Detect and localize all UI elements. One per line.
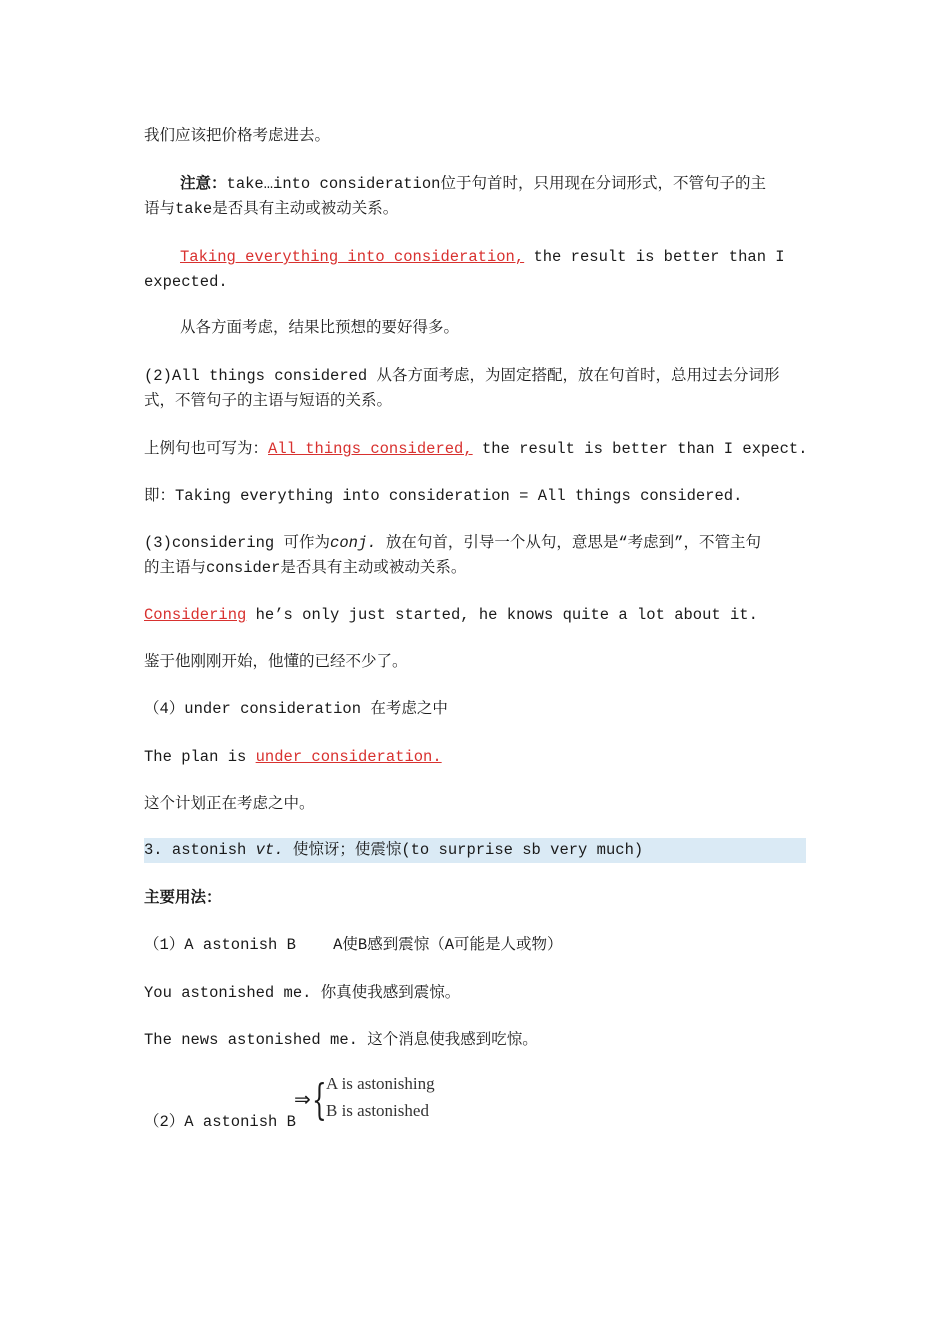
item-3-pos: conj. [330, 534, 377, 552]
formula-line-a: A is astonishing [326, 1074, 435, 1093]
example-4-prefix: The plan is [144, 748, 256, 766]
section-heading-astonish [144, 838, 806, 863]
example-2-rest: the result is better than I expect. [472, 440, 808, 458]
paragraph-price: 我们应该把价格考虑进去。 [144, 127, 331, 145]
heading-pre: 3. astonish [144, 841, 256, 859]
note-line-1 [180, 172, 808, 197]
example-3-rest: he’s only just started, he knows quite a lot about it. [246, 606, 758, 624]
heading-pos: vt. [255, 841, 284, 859]
example-2-phrase: All things considered, [268, 440, 473, 458]
usage-title: 主要用法： [144, 889, 222, 907]
item-3-pre: (3)considering 可作为 [144, 534, 331, 552]
example-3-phrase: Considering [144, 606, 247, 624]
example-2-prefix: 上例句也可写为： [144, 440, 269, 458]
formula-image [294, 1074, 454, 1130]
item-3-post: 放在句首，引导一个从句，意思是“考虑到”，不管主句 [376, 534, 761, 552]
example-3-translation: 鉴于他刚刚开始，他懂的已经不少了。 [144, 653, 408, 671]
heading-post: 使惊讶；使震惊(to surprise sb very much) [283, 841, 644, 859]
example-1-phrase: Taking everything into consideration, [180, 248, 525, 266]
example-4 [144, 745, 808, 770]
example-1-cont: expected. [144, 273, 228, 291]
example-2-equivalence: 即：Taking everything into consideration = All things considered. [144, 487, 743, 505]
usage-1-example-2: The news astonished me. 这个消息使我感到吃惊。 [144, 1031, 538, 1049]
usage-1-example-1: You astonished me. 你真使我感到震惊。 [144, 984, 461, 1002]
item-3-line-1 [144, 531, 808, 556]
brace-icon: { [312, 1075, 327, 1124]
usage-1: （1）A astonish B A使B感到震惊（A可能是人或物） [144, 936, 563, 954]
example-4-phrase: under consideration. [255, 748, 442, 766]
item-2-line-2: 式，不管句子的主语与短语的关系。 [144, 392, 393, 410]
formula-line-b: B is astonished [326, 1101, 429, 1120]
example-1-rest: the result is better than I [524, 248, 785, 266]
implies-arrow-icon: ⇒ [294, 1087, 311, 1111]
usage-2: （2）A astonish B [144, 1113, 296, 1131]
example-1-translation: 从各方面考虑，结果比预想的要好得多。 [180, 319, 460, 337]
example-1 [180, 245, 808, 270]
example-4-translation: 这个计划正在考虑之中。 [144, 795, 315, 813]
note-label: 注意： [180, 175, 227, 193]
example-3 [144, 603, 808, 628]
item-2-line-1: (2)All things considered 从各方面考虑，为固定搭配，放在句首时，总用过去分词形 [144, 367, 780, 385]
note-line-2: 语与take是否具有主动或被动关系。 [144, 200, 399, 218]
item-3-line-2: 的主语与consider是否具有主动或被动关系。 [144, 559, 467, 577]
item-4: （4）under consideration 在考虑之中 [144, 700, 448, 718]
example-2 [144, 437, 808, 462]
note-text-1: take…into consideration位于句首时，只用现在分词形式，不管句子的主 [226, 175, 766, 193]
